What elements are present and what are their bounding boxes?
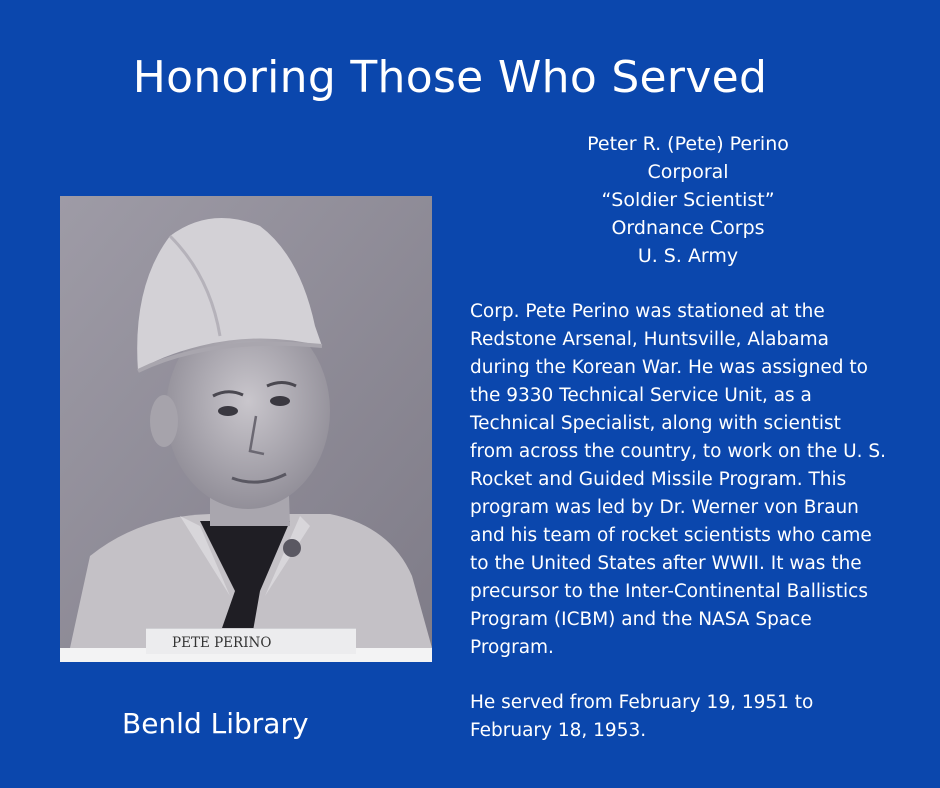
soldier-corps: Ordnance Corps [611, 217, 765, 239]
bio-line: during the Korean War. He was assigned to [470, 357, 868, 378]
bio-line: from across the country, to work on the U. S. [470, 441, 887, 462]
bio-line: Program. [470, 637, 554, 658]
soldier-rank: Corporal [647, 161, 729, 183]
soldier-portrait-photo [60, 196, 432, 662]
page-title: Honoring Those Who Served [132, 52, 768, 103]
served-line: February 18, 1953. [470, 720, 647, 741]
bio-line: precursor to the Inter-Continental Ballistics [470, 581, 868, 602]
bio-line: to the United States after WWII. It was the [470, 553, 862, 574]
bio-line: Corp. Pete Perino was stationed at the [470, 301, 825, 322]
photo-caption: PETE PERINO [146, 628, 356, 654]
served-line: He served from February 19, 1951 to [470, 692, 814, 713]
bio-line: program was led by Dr. Werner von Braun [470, 497, 859, 518]
biography-paragraph [470, 298, 910, 662]
service-dates-paragraph [470, 689, 910, 745]
bio-line: the 9330 Technical Service Unit, as a [470, 385, 812, 406]
bio-line: Redstone Arsenal, Huntsville, Alabama [470, 329, 829, 350]
soldier-nickname: “Soldier Scientist” [601, 189, 775, 211]
bio-line: Program (ICBM) and the NASA Space [470, 609, 812, 630]
soldier-name: Peter R. (Pete) Perino [587, 133, 789, 155]
bio-line: and his team of rocket scientists who came [470, 525, 872, 546]
library-name: Benld Library [122, 707, 309, 740]
soldier-info [538, 130, 838, 270]
soldier-branch: U. S. Army [637, 245, 739, 267]
bio-line: Technical Specialist, along with scientist [470, 413, 841, 434]
bio-line: Rocket and Guided Missile Program. This [470, 469, 847, 490]
